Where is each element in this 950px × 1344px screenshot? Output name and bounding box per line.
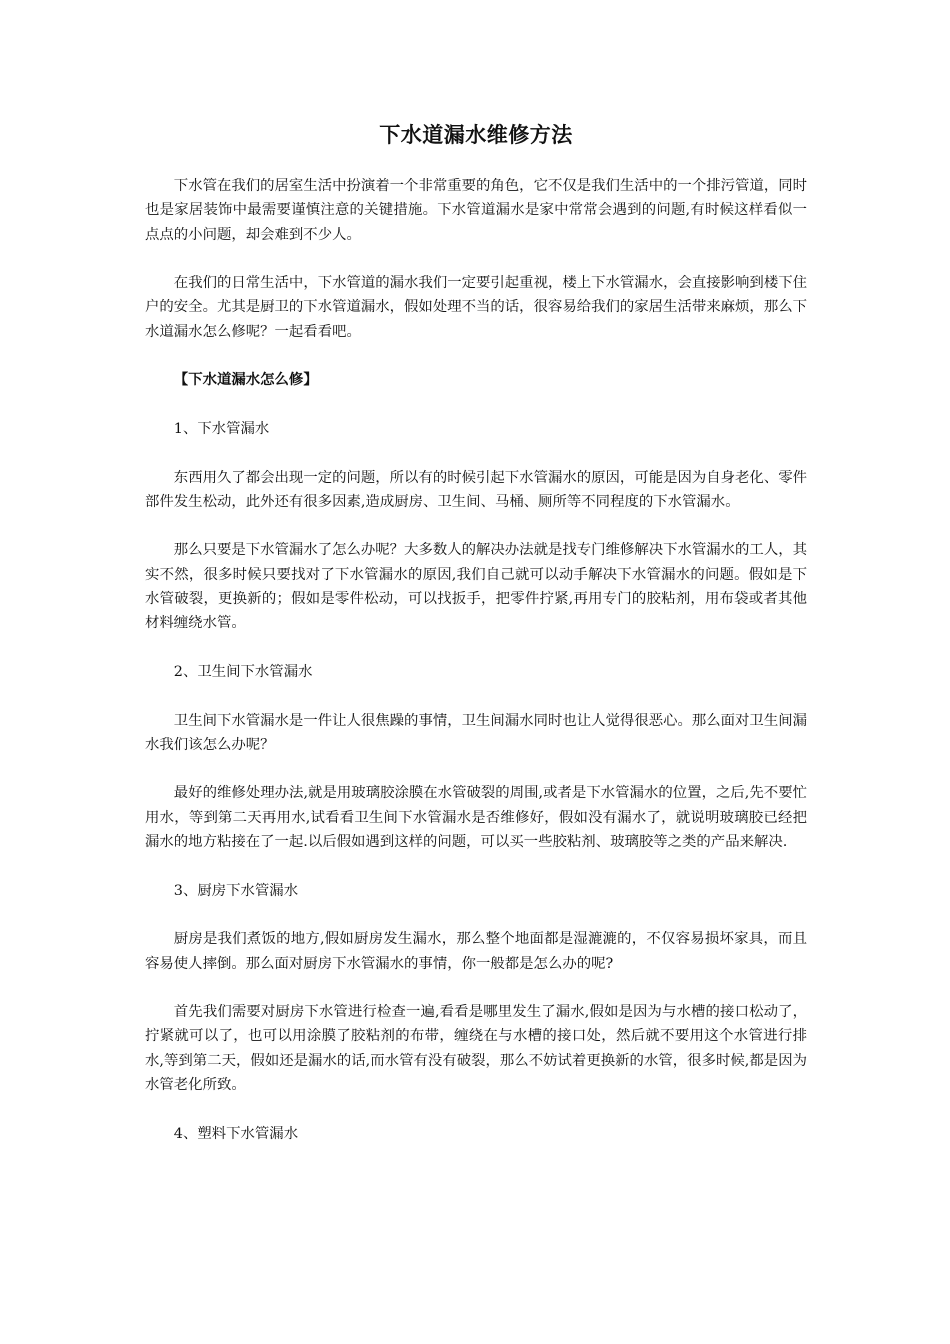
intro-paragraph-2: 在我们的日常生活中，下水管道的漏水我们一定要引起重视，楼上下水管漏水，会直接影响到楼下住户的安全。尤其是厨卫的下水管道漏水，假如处理不当的话，很容易给我们的家居生活带来麻烦，那么下水道漏水怎么修呢？一起看看吧。: [145, 275, 807, 340]
section-2-paragraph-2: 最好的维修处理办法,就是用玻璃胶涂膜在水管破裂的周围,或者是下水管漏水的位置，之后,先不要忙用水，等到第二天再用水,试看看卫生间下水管漏水是否维修好，假如没有漏水了，就说明玻璃胶已经把漏水的地方粘接在了一起.以后假如遇到这样的问题，可以买一些胶粘剂、玻璃胶等之类的产品来解决.: [145, 785, 807, 851]
section-3-paragraph-2: 首先我们需要对厨房下水管进行检查一遍,看看是哪里发生了漏水,假如是因为与水槽的接口松动了，拧紧就可以了，也可以用涂膜了胶粘剂的布带，缠绕在与水槽的接口处，然后就不要用这个水管进行排水,等到第二天，假如还是漏水的话,而水管有没有破裂，那么不妨试着更换新的水管，很多时候,都是因为水管老化所致。: [145, 1004, 807, 1093]
section-1-paragraph-1: 东西用久了都会出现一定的问题，所以有的时候引起下水管漏水的原因，可能是因为自身老化、零件部件发生松动，此外还有很多因素,造成厨房、卫生间、马桶、厕所等不同程度的下水管漏水。: [145, 469, 807, 510]
section-3-paragraph-1: 厨房是我们煮饭的地方,假如厨房发生漏水，那么整个地面都是湿漉漉的，不仅容易损坏家具，而且容易使人摔倒。那么面对厨房下水管漏水的事情，你一般都是怎么办的呢?: [145, 931, 807, 972]
sub-heading-3: 3、厨房下水管漏水: [173, 882, 299, 899]
section-2-paragraph-1: 卫生间下水管漏水是一件让人很焦躁的事情，卫生间漏水同时也让人觉得很恶心。那么面对卫生间漏水我们该怎么办呢？: [145, 712, 807, 753]
intro-paragraph-1: 下水管在我们的居室生活中扮演着一个非常重要的角色，它不仅是我们生活中的一个排污管道，同时也是家居装饰中最需要谨慎注意的关键措施。下水管道漏水是家中常常会遇到的问题,有时候这样看似一点点的小问题，却会难到不少人。: [145, 178, 807, 243]
section-1-paragraph-2: 那么只要是下水管漏水了怎么办呢？大多数人的解决办法就是找专门维修解决下水管漏水的工人，其实不然，很多时候只要找对了下水管漏水的原因,我们自己就可以动手解决下水管漏水的问题。假如是下水管破裂，更换新的；假如是零件松动，可以找扳手，把零件拧紧,再用专门的胶粘剂，用布袋或者其他材料缠绕水管。: [145, 542, 807, 632]
sub-heading-4: 4、塑料下水管漏水: [173, 1125, 299, 1142]
section-heading: 【下水道漏水怎么修】: [173, 371, 318, 389]
sub-heading-2: 2、卫生间下水管漏水: [173, 663, 313, 680]
sub-heading-1: 1、下水管漏水: [173, 420, 270, 437]
document-page: [145, 120, 807, 1170]
document-title: 下水道漏水维修方法: [379, 123, 573, 147]
